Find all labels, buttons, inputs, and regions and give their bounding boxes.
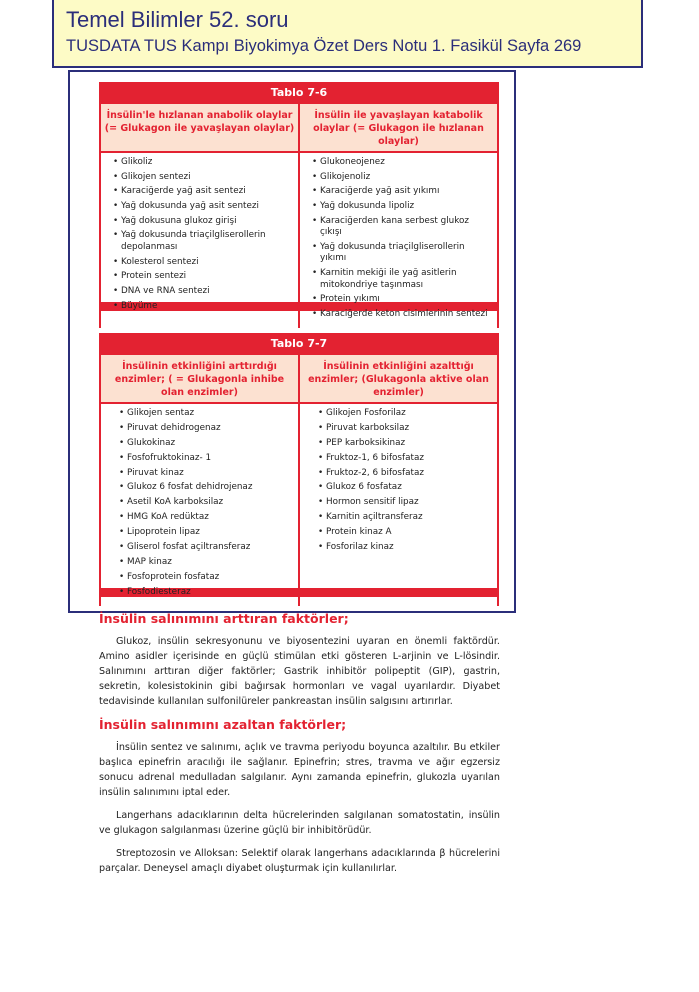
list-item: • Fruktoz-2, 6 bifosfataz [318, 468, 493, 480]
list-item: • DNA ve RNA sentezi [113, 286, 294, 298]
list-item: • Glikojen sentezi [113, 172, 294, 184]
table-7-7 [99, 333, 499, 597]
list-item: • Karaciğerde yağ asit sentezi [113, 186, 294, 198]
list-item: • Lipoprotein lipaz [119, 527, 294, 539]
table-left-column [101, 404, 300, 606]
table-right-header: İnsülin ile yavaşlayan katabolik olaylar (= Glukagon ile hızlanan olaylar) [313, 110, 484, 147]
list-item: • PEP karboksikinaz [318, 438, 493, 450]
list-item: • MAP kinaz [119, 557, 294, 569]
list-item: • Fruktoz-1, 6 bifosfataz [318, 453, 493, 465]
list-item: • Glikoliz [113, 157, 294, 169]
list-item: • Fosfofruktokinaz- 1 [119, 453, 294, 465]
list-item: • Glikojen sentaz [119, 408, 294, 420]
list-item: • Protein yıkımı [312, 294, 493, 306]
list-item: • Karnitin açiltransferaz [318, 512, 493, 524]
list-item: • Yağ dokusuna glukoz girişi [113, 216, 294, 228]
paragraph: İnsülin sentez ve salınımı, açlık ve travma periyodu boyunca azaltılır. Bu etkiler başlıca epinefrin aracılığı ile sağlanır. Epinefrin; stres, travma ve ağır egzersiz sonucu adrenal medulladan salgılanır. Aynı zamanda epinefrin, glukozla uyarılan insülin salınımını iptal eder. [99, 742, 500, 798]
list-item: • Yağ dokusunda lipoliz [312, 201, 493, 213]
list-item: • Glikojen Fosforilaz [318, 408, 493, 420]
list-item: • Gliserol fosfat açiltransferaz [119, 542, 294, 554]
paragraph: Streptozosin ve Alloksan: Selektif olarak langerhans adacıklarında β hücrelerini parçalar. Deneysel amaçlı diyabet oluşturmak için kullanılırlar. [99, 848, 500, 874]
section-title: İnsülin salınımını azaltan faktörler; [99, 717, 347, 732]
table-title: Tablo 7-7 [99, 333, 499, 355]
list-item: • Glukoz 6 fosfat dehidrojenaz [119, 482, 294, 494]
paragraph: Langerhans adacıklarının delta hücrelerinden salgılanan somatostatin, insülin ve glukagon salgılanması üzerine güçlü bir inhibitörüdür. [99, 810, 500, 836]
list-item: • Fosfoprotein fosfataz [119, 572, 294, 584]
list-item: • Piruvat dehidrogenaz [119, 423, 294, 435]
list-item: • Büyüme [113, 301, 294, 313]
body-text [99, 611, 500, 884]
list-item: • Kolesterol sentezi [113, 257, 294, 269]
list-item: • Glukoz 6 fosfataz [318, 482, 493, 494]
list-item: • Karaciğerden kana serbest glukoz çıkışı [312, 216, 493, 239]
table-body [99, 404, 499, 606]
table-7-6 [99, 82, 499, 319]
list-item: • Karaciğerde yağ asit yıkımı [312, 186, 493, 198]
table-right-column [300, 153, 497, 328]
table-body [99, 153, 499, 328]
list-item: • Karnitin mekiği ile yağ asitlerin mitokondriye taşınması [312, 268, 493, 291]
header-title: Temel Bilimler 52. soru [66, 7, 289, 32]
list-item: • Glukoneojenez [312, 157, 493, 169]
list-item: • Fosforilaz kinaz [318, 542, 493, 554]
question-header-box [52, 0, 643, 68]
list-item: • Protein sentezi [113, 271, 294, 283]
header-subtitle: TUSDATA TUS Kampı Biyokimya Özet Ders Notu 1. Fasikül Sayfa 269 [66, 37, 582, 55]
list-item: • Glikojenoliz [312, 172, 493, 184]
list-item: • Yağ dokusunda triaçilgliserollerin depolanması [113, 230, 294, 253]
list-item: • Fosfodiesteraz [119, 587, 294, 599]
list-item: • Protein kinaz A [318, 527, 493, 539]
table-left-header: İnsülin'le hızlanan anabolik olaylar (= Glukagon ile yavaşlayan olaylar) [101, 104, 300, 151]
table-header-row [99, 104, 499, 153]
list-item: • Karaciğerde keton cisimlerinin sentezi [312, 309, 493, 321]
table-left-header: İnsülinin etkinliğini arttırdığı enzimler; ( = Glukagonla inhibe olan enzimler) [101, 355, 300, 402]
table-header-row [99, 355, 499, 404]
table-left-column [101, 153, 300, 328]
list-item: • Piruvat kinaz [119, 468, 294, 480]
list-item: • Hormon sensitif lipaz [318, 497, 493, 509]
table-right-header: İnsülinin etkinliğini azalttığı enzimler; (Glukagonla aktive olan enzimler) [308, 361, 489, 398]
table-right-column [300, 404, 497, 606]
list-item: • Yağ dokusunda yağ asit sentezi [113, 201, 294, 213]
list-item: • HMG KoA redüktaz [119, 512, 294, 524]
list-item: • Glukokinaz [119, 438, 294, 450]
table-title: Tablo 7-6 [99, 82, 499, 104]
list-item: • Asetil KoA karboksilaz [119, 497, 294, 509]
list-item: • Piruvat karboksilaz [318, 423, 493, 435]
paragraph: Glukoz, insülin sekresyonunu ve biyosentezini uyaran en önemli faktördür. Amino asidler içerisinde en güçlü stimülan etki gösteren L-arjinin ve L-lösindir. Salınımını arttıran diğer faktörler; Gastrik inhibitör polipeptit (GIP), gastrin, sekretin, kolesistokinin gibi bağırsak hormonları ve vagal uyarılardır. Diyabet tedavisinde kullanılan sulfonilüreler pankreastan insülin salgısını artırırlar. [99, 636, 500, 707]
list-item: • Yağ dokusunda triaçilgliserollerin yıkımı [312, 242, 493, 265]
section-title: İnsülin salınımını arttıran faktörler; [99, 611, 349, 626]
